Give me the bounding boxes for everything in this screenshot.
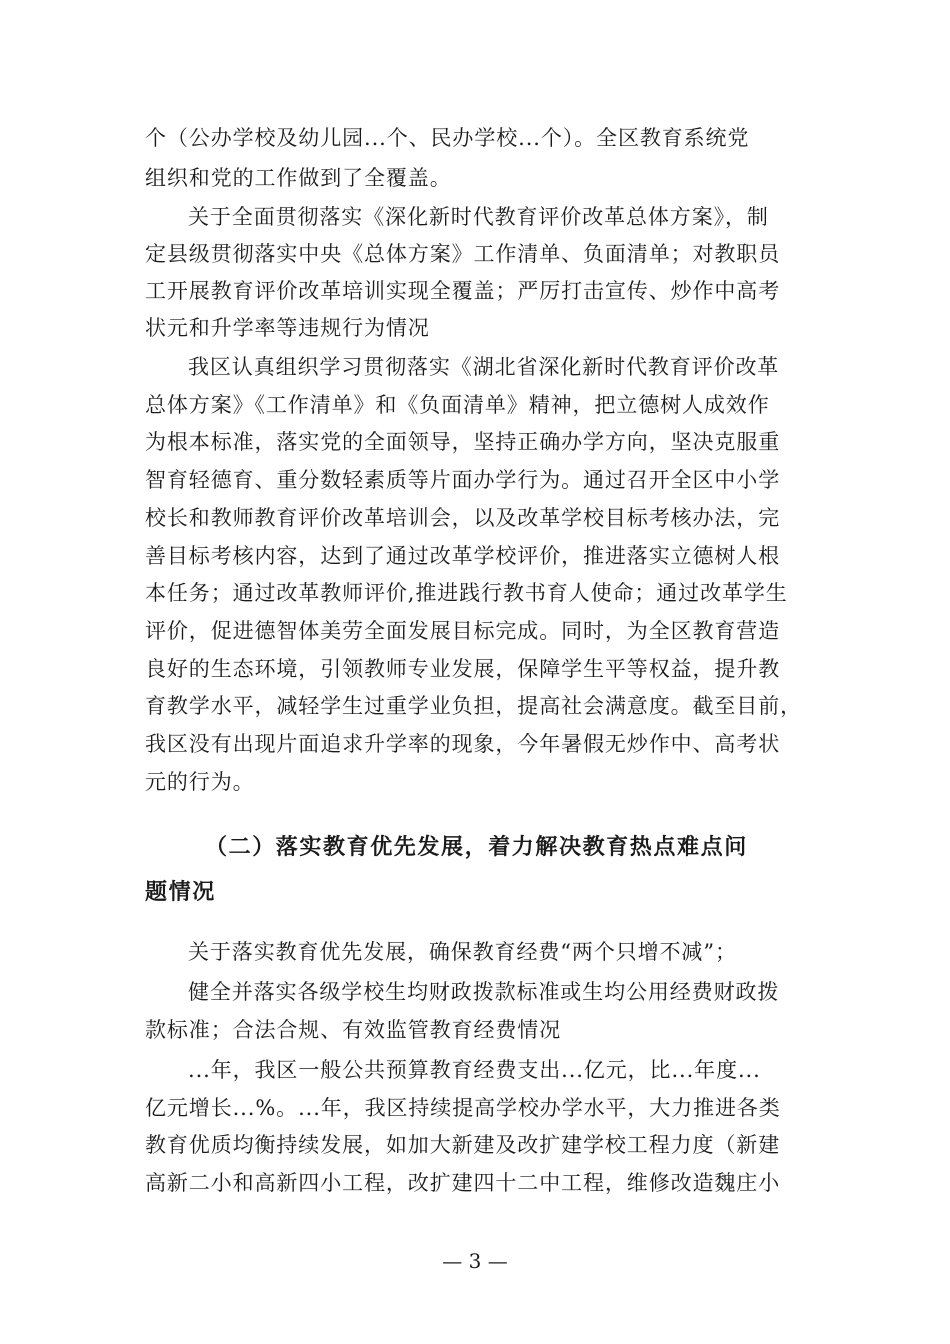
- paragraph-line: 本任务；通过改革教师评价,推进践行教书育人使命；通过改革学生: [145, 581, 788, 605]
- paragraph-line: 我区认真组织学习贯彻落实《湖北省深化新时代教育评价改革: [188, 355, 780, 379]
- paragraph-line: 健全并落实各级学校生均财政拨款标准或生均公用经费财政拨: [188, 980, 780, 1004]
- paragraph-line: 关于落实教育优先发展，确保教育经费“两个只增不减”；: [188, 940, 737, 964]
- paragraph-line: 元的行为。: [145, 770, 255, 794]
- paragraph-line: 良好的生态环境，引领教师专业发展，保障学生平等权益，提升教: [145, 657, 781, 681]
- section-heading: （二）落实教育优先发展，着力解决教育热点难点问: [205, 834, 748, 860]
- paragraph-line: 个（公办学校及幼儿园...个、民办学校...个）。全区教育系统党: [145, 126, 750, 150]
- paragraph-line: 育教学水平，减轻学生过重学业负担，提高社会满意度。截至目前，: [145, 694, 802, 718]
- paragraph-line: 评价，促进德智体美劳全面发展目标完成。同时，为全区教育营造: [145, 619, 781, 643]
- paragraph-line: 智育轻德育、重分数轻素质等片面办学行为。通过召开全区中小学: [145, 468, 781, 492]
- page-number: — 3 —: [442, 1249, 508, 1273]
- paragraph-line: 为根本标准，落实党的全面领导，坚持正确办学方向，坚决克服重: [145, 430, 781, 454]
- paragraph-line: ...年，我区一般公共预算教育经费支出...亿元，比...年度...: [188, 1058, 761, 1082]
- paragraph-line: 总体方案》《工作清单》和《负面清单》精神，把立德树人成效作: [145, 393, 770, 417]
- paragraph-line: 状元和升学率等违规行为情况: [145, 316, 430, 340]
- document-body: [145, 0, 817, 1240]
- paragraph-line: 教育优质均衡持续发展，如加大新建及改扩建学校工程力度（新建: [145, 1133, 781, 1157]
- paragraph-line: 定县级贯彻落实中央《总体方案》工作清单、负面清单；对教职员: [145, 242, 781, 266]
- paragraph-line: 款标准；合法合规、有效监管教育经费情况: [145, 1018, 562, 1042]
- paragraph-line: 工开展教育评价改革培训实现全覆盖；严厉打击宣传、炒作中高考: [145, 279, 781, 303]
- section-heading: 题情况: [145, 879, 216, 905]
- paragraph-line: 组织和党的工作做到了全覆盖。: [145, 166, 452, 190]
- paragraph-line: 我区没有出现片面追求升学率的现象，今年暑假无炒作中、高考状: [145, 732, 781, 756]
- paragraph-line: 亿元增长...%。...年，我区持续提高学校办学水平，大力推进各类: [145, 1096, 781, 1120]
- paragraph-line: 关于全面贯彻落实《深化新时代教育评价改革总体方案》，制: [188, 205, 769, 229]
- paragraph-line: 高新二小和高新四小工程，改扩建四十二中工程，维修改造魏庄小: [145, 1171, 781, 1195]
- paragraph-line: 校长和教师教育评价改革培训会，以及改革学校目标考核办法，完: [145, 506, 781, 530]
- paragraph-line: 善目标考核内容，达到了通过改革学校评价，推进落实立德树人根: [145, 544, 781, 568]
